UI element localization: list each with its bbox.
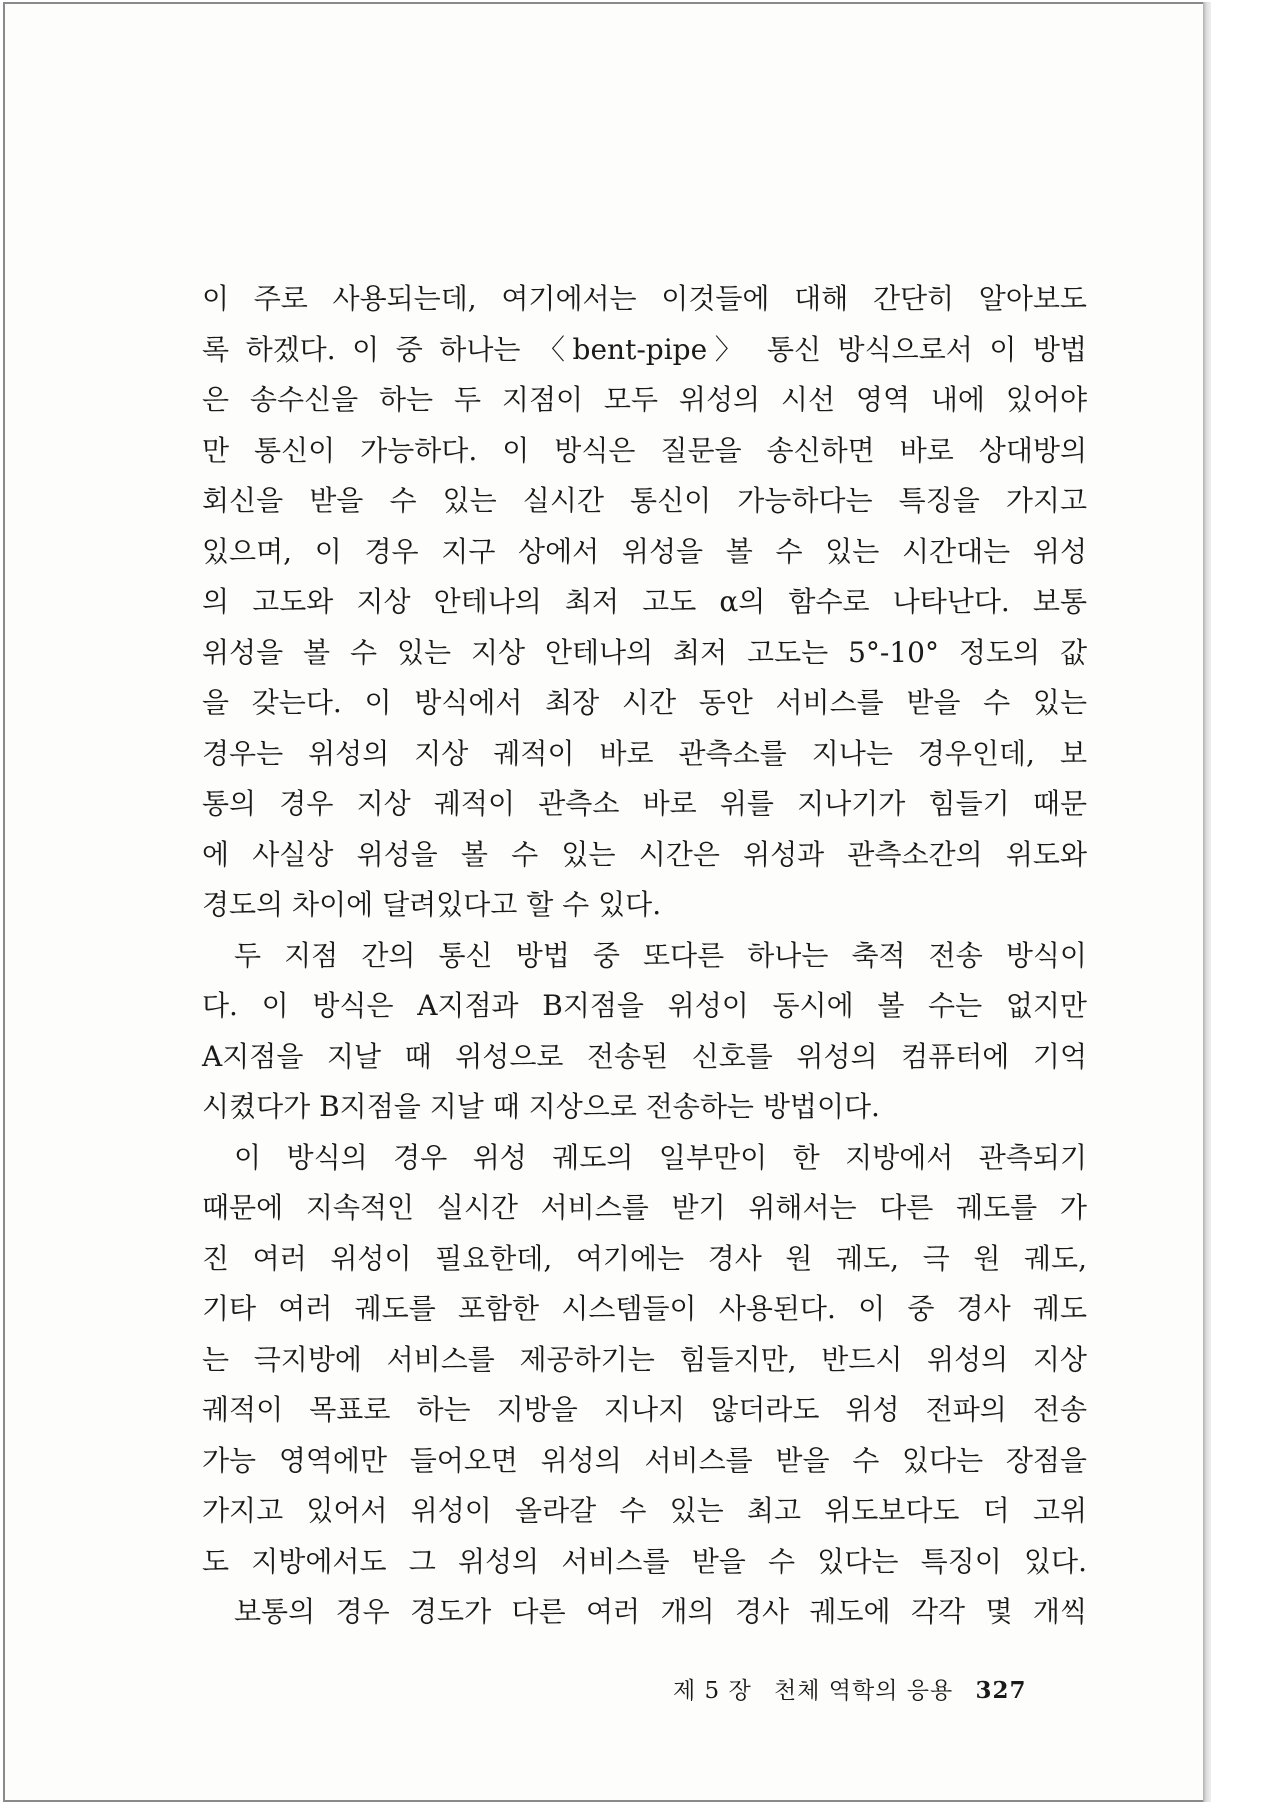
text-line: 두 지점 간의 통신 방법 중 또다른 하나는 축적 전송 방식이 <box>234 938 1087 972</box>
page-edge-shadow <box>1203 2 1211 1802</box>
text-line: 회신을 받을 수 있는 실시간 통신이 가능하다는 특징을 가지고 <box>202 484 1087 517</box>
page-number: 327 <box>975 1677 1027 1704</box>
text-line: 보통의 경우 경도가 다른 여러 개의 경사 궤도에 각각 몇 개씩 <box>234 1595 1087 1628</box>
text-line: 기타 여러 궤도를 포함한 시스템들이 사용된다. 이 중 경사 궤도 <box>202 1292 1087 1325</box>
text-line: 이 방식의 경우 위성 궤도의 일부만이 한 지방에서 관측되기 <box>234 1140 1087 1174</box>
text-line: 의 고도와 지상 안테나의 최저 고도 α의 함수로 나타난다. 보통 <box>202 585 1087 618</box>
text-line: 궤적이 목표로 하는 지방을 지나지 않더라도 위성 전파의 전송 <box>202 1393 1087 1426</box>
text-line: 은 송수신을 하는 두 지점이 모두 위성의 시선 영역 내에 있어야 <box>202 383 1087 416</box>
text-line: 만 통신이 가능하다. 이 방식은 질문을 송신하면 바로 상대방의 <box>202 433 1087 467</box>
text-line: 을 갖는다. 이 방식에서 최장 시간 동안 서비스를 받을 수 있는 <box>202 686 1087 719</box>
text-line: 있으며, 이 경우 지구 상에서 위성을 볼 수 있는 시간대는 위성 <box>202 534 1087 568</box>
text-line: 이 주로 사용되는데, 여기에서는 이것들에 대해 간단히 알아보도 <box>202 282 1087 315</box>
book-page <box>3 2 1203 1802</box>
page-footer <box>673 1671 1063 1711</box>
body-text <box>202 274 1087 1638</box>
text-line: 시켰다가 B지점을 지날 때 지상으로 전송하는 방법이다. <box>202 1090 880 1123</box>
text-line: 도 지방에서도 그 위성의 서비스를 받을 수 있다는 특징이 있다. <box>202 1544 1087 1578</box>
text-line: 록 하겠다. 이 중 하나는 〈bent-pipe〉 통신 방식으로서 이 방법 <box>202 332 1087 366</box>
text-line: 에 사실상 위성을 볼 수 있는 시간은 위성과 관측소간의 위도와 <box>202 837 1087 871</box>
text-line: 가지고 있어서 위성이 올라갈 수 있는 최고 위도보다도 더 고위 <box>202 1494 1087 1527</box>
text-line: A지점을 지날 때 위성으로 전송된 신호를 위성의 컴퓨터에 기억 <box>202 1039 1087 1073</box>
text-line: 때문에 지속적인 실시간 서비스를 받기 위해서는 다른 궤도를 가 <box>202 1191 1087 1224</box>
text-line: 다. 이 방식은 A지점과 B지점을 위성이 동시에 볼 수는 없지만 <box>202 989 1087 1022</box>
text-line: 경도의 차이에 달려있다고 할 수 있다. <box>202 888 662 921</box>
chapter-label: 제 5 장 <box>673 1678 752 1704</box>
chapter-title: 천체 역학의 응용 <box>774 1678 954 1704</box>
text-line: 가능 영역에만 들어오면 위성의 서비스를 받을 수 있다는 장점을 <box>202 1443 1087 1477</box>
text-line: 통의 경우 지상 궤적이 관측소 바로 위를 지나기가 힘들기 때문 <box>202 787 1087 820</box>
text-line: 진 여러 위성이 필요한데, 여기에는 경사 원 궤도, 극 원 궤도, <box>202 1241 1087 1275</box>
text-line: 위성을 볼 수 있는 지상 안테나의 최저 고도는 5°-10° 정도의 값 <box>202 635 1087 669</box>
text-line: 는 극지방에 서비스를 제공하기는 힘들지만, 반드시 위성의 지상 <box>202 1342 1087 1376</box>
text-line: 경우는 위성의 지상 궤적이 바로 관측소를 지나는 경우인데, 보 <box>202 736 1087 770</box>
